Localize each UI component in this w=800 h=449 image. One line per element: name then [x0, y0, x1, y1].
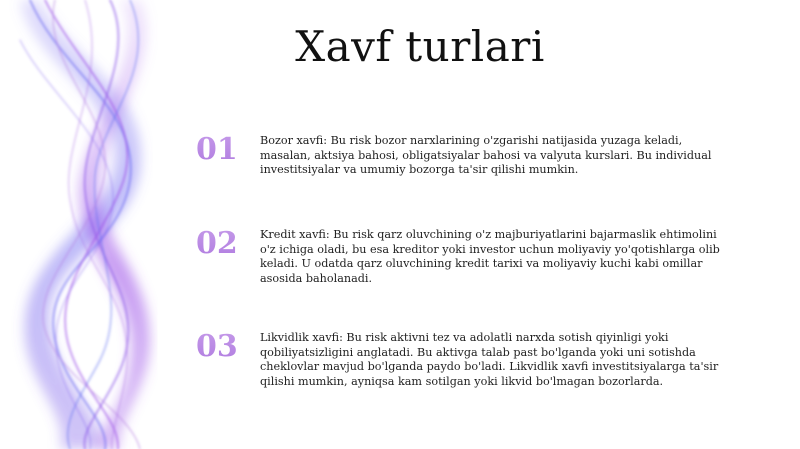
decorative-smoke-wave-graphic: [0, 0, 200, 449]
slide-title: Xavf turlari: [295, 22, 545, 71]
item-number: 01: [196, 132, 256, 167]
item-number: 03: [196, 329, 256, 364]
item-text: Bozor xavfi: Bu risk bozor narxlarining o'zgarishi natijasida yuzaga keladi, masalan, aktsiya bahosi, obligatsiyalar bahosi va valyuta kurslari. Bu individual investitsiyalar va umumiy bozorga ta'sir qilishi mumkin.: [260, 134, 712, 176]
item-text: Likvidlik xavfi: Bu risk aktivni tez va adolatli narxda sotish qiyinligi yoki qobiliyatsizligini anglatadi. Bu aktivga talab past bo'lganda yoki uni sotishda cheklovlar mavjud bo'lganda paydo bo'ladi. Likvidlik xavfi investitsiyalarga ta'sir qilishi mumkin, ayniqsa kam sotilgan yoki likvid bo'lmagan bozorlarda.: [260, 331, 719, 388]
item-number: 02: [196, 226, 256, 261]
item-text: Kredit xavfi: Bu risk qarz oluvchining o'z majburiyatlarini bajarmaslik ehtimolini o'z ichiga oladi, bu esa kreditor yoki investor uchun moliyaviy yo'qotishlarga olib keladi. U odatda qarz oluvchining kredit tarixi va moliyaviy kuchi kabi omillar asosida baholanadi.: [260, 228, 720, 285]
